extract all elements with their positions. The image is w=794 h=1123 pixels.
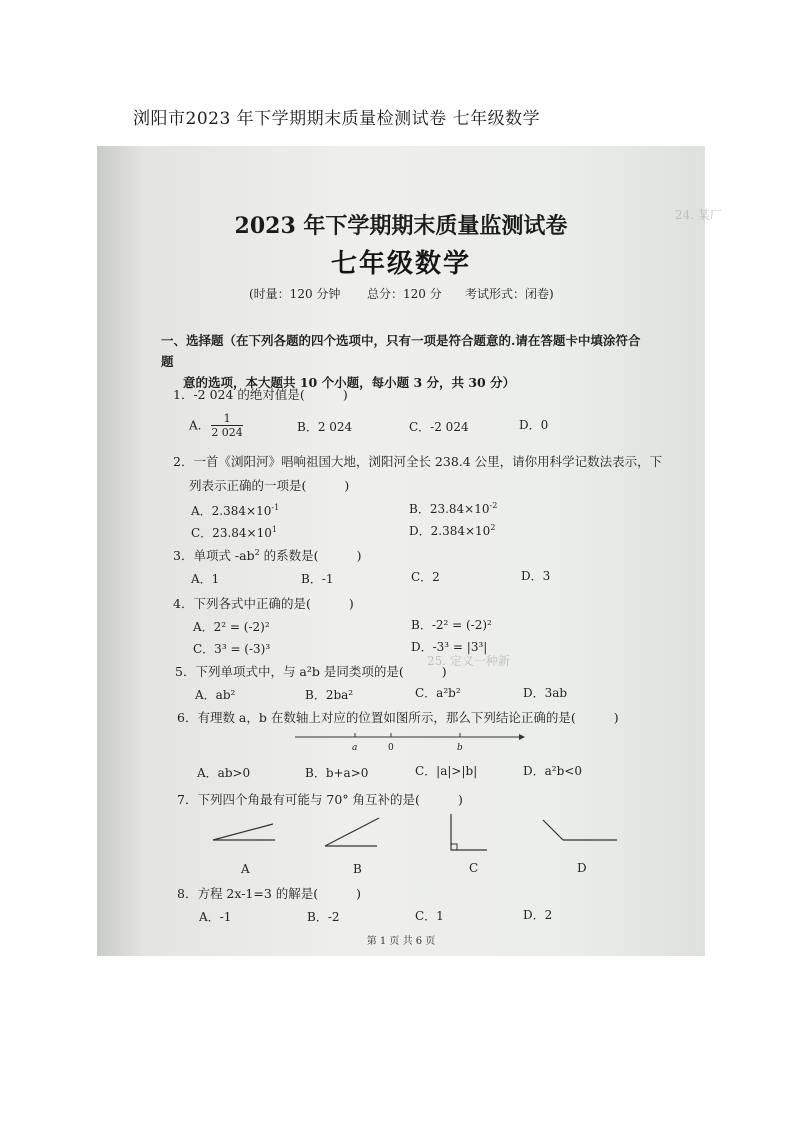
q8-option-a: A．-1 [199, 910, 232, 924]
question-5: 5．下列单项式中，与 a²b 是同类项的是( ) [175, 664, 447, 679]
q2-option-b-base: B．23.84×10 [409, 502, 490, 516]
q2-option-d [409, 522, 495, 539]
q3-option-b: B．-1 [301, 572, 334, 586]
q2-option-b-exp: -2 [489, 501, 498, 510]
q4-option-d: D．-3³ = |3³| [411, 640, 488, 654]
label-a: a [352, 743, 358, 753]
q4-option-c: C．3³ = (-3)³ [193, 642, 271, 656]
q7-label-d: D [577, 861, 587, 875]
question-8: 8．方程 2x-1=3 的解是( ) [177, 886, 362, 901]
q3-option-a: A．1 [191, 572, 220, 586]
q2-option-c [191, 524, 277, 541]
angle-c [451, 814, 487, 850]
q5-option-b: B．2ba² [305, 688, 354, 702]
q6-option-b: B．b+a>0 [305, 766, 369, 780]
q2-option-c-exp: 1 [271, 525, 277, 534]
q7-label-a: A [241, 862, 250, 876]
q1-option-b: B．2 024 [297, 420, 353, 434]
angle-figures [207, 810, 627, 856]
right-angle-mark-icon [451, 844, 457, 850]
q4-option-b: B．-2² = (-2)² [411, 618, 492, 632]
q6-stem: 6．有理数 a，b 在数轴上对应的位置如图所示，那么下列结论正确的是( [177, 710, 576, 725]
section-heading [161, 330, 651, 393]
angle-d [543, 820, 617, 840]
question-7: 7．下列四个角最有可能与 70° 角互补的是( ) [177, 792, 463, 807]
section-line-1: 一、选择题（在下列各题的四个选项中，只有一项是符合题意的.请在答题卡中填涂符合题 [161, 333, 641, 369]
q3-stem-b: 的系数是( [259, 548, 319, 563]
label-0: 0 [388, 743, 394, 753]
q2-option-d-base: D．2.384×10 [409, 524, 491, 538]
question-1: 1．-2 024 的绝对值是( ) [173, 387, 348, 402]
question-2-stem: 列表示正确的一项是( [189, 478, 307, 493]
q1-option-d: D．0 [519, 418, 549, 432]
q1-option-a [189, 412, 243, 439]
label-b: b [457, 743, 463, 753]
angle-a [213, 824, 275, 840]
section-line-2: 意的选项，本大题共 10 个小题，每小题 3 分，共 30 分） [183, 375, 516, 390]
bleed-text: 24. 某厂 [675, 208, 722, 222]
question-2-line-1: 2．一首《浏阳河》唱响祖国大地，浏阳河全长 238.4 公里，请你用科学记数法表示，下 [173, 454, 663, 469]
q2-option-a-exp: -1 [271, 503, 280, 512]
exam-form: 考试形式：闭卷) [465, 287, 554, 301]
q5-stem: 5．下列单项式中，与 a²b 是同类项的是( [175, 664, 404, 679]
q7-label-c: C [469, 861, 479, 875]
q5-option-a: A．ab² [195, 688, 236, 702]
q2-option-b [409, 500, 497, 517]
q3-option-c: C．2 [411, 570, 440, 584]
q2-option-c-base: C．23.84×10 [191, 526, 272, 540]
q5-option-c: C．a²b² [415, 686, 461, 700]
question-1-stem: 1．-2 024 的绝对值是( [173, 387, 305, 402]
q8-stem: 8．方程 2x-1=3 的解是( [177, 886, 319, 901]
angle-b [325, 818, 379, 846]
number-line [293, 728, 527, 756]
q4-option-a: A．2² = (-2)² [193, 620, 270, 634]
fraction [211, 412, 243, 439]
exam-score: 总分：120 分 [367, 287, 442, 301]
document-header: 浏阳市2023 年下学期期末质量检测试卷 七年级数学 [133, 109, 541, 129]
q2-option-a-base: A．2.384×10 [191, 504, 272, 518]
q1-option-a-label: A. [189, 418, 202, 433]
q8-option-b: B．-2 [307, 910, 340, 924]
q3-option-d: D．3 [521, 569, 551, 583]
exam-time: (时量：120 分钟 [249, 287, 341, 301]
q3-stem-a: 3．单项式 -ab [173, 548, 255, 563]
q3-stem-exp: 2 [254, 547, 260, 557]
q6-option-d: D．a²b<0 [523, 764, 582, 778]
arrow-head-icon [519, 734, 525, 740]
denominator: 2 024 [211, 426, 243, 439]
bleed-text: 25. 定义一种新 [427, 654, 510, 668]
q4-stem: 4．下列各式中正确的是( [173, 596, 311, 611]
q6-option-c: C．|a|>|b| [415, 764, 478, 778]
question-2-line-2: 列表示正确的一项是( ) [189, 478, 350, 493]
question-6: 6．有理数 a，b 在数轴上对应的位置如图所示，那么下列结论正确的是( ) [177, 710, 619, 725]
q5-option-d: D．3ab [523, 686, 568, 700]
question-3: 3．单项式 $-ab^2$ 的系数是( ) [173, 547, 362, 563]
scanned-exam-page [97, 146, 722, 956]
exam-title: 2023 年下学期期末质量监测试卷 [234, 213, 568, 239]
q2-option-a [191, 502, 279, 519]
numerator: 1 [211, 412, 243, 426]
exam-subject: 七年级数学 [330, 249, 471, 279]
q8-option-c: C．1 [415, 909, 444, 923]
q6-option-a: A．ab>0 [197, 766, 251, 780]
page-footer: 第 1 页 共 6 页 [366, 936, 436, 947]
q7-label-b: B [353, 862, 362, 876]
q8-option-d: D．2 [523, 908, 553, 922]
q7-stem: 7．下列四个角最有可能与 70° 角互补的是( [177, 792, 420, 807]
q2-option-d-exp: 2 [490, 523, 496, 532]
question-4: 4．下列各式中正确的是( ) [173, 596, 354, 611]
q1-option-c: C．-2 024 [409, 420, 469, 434]
